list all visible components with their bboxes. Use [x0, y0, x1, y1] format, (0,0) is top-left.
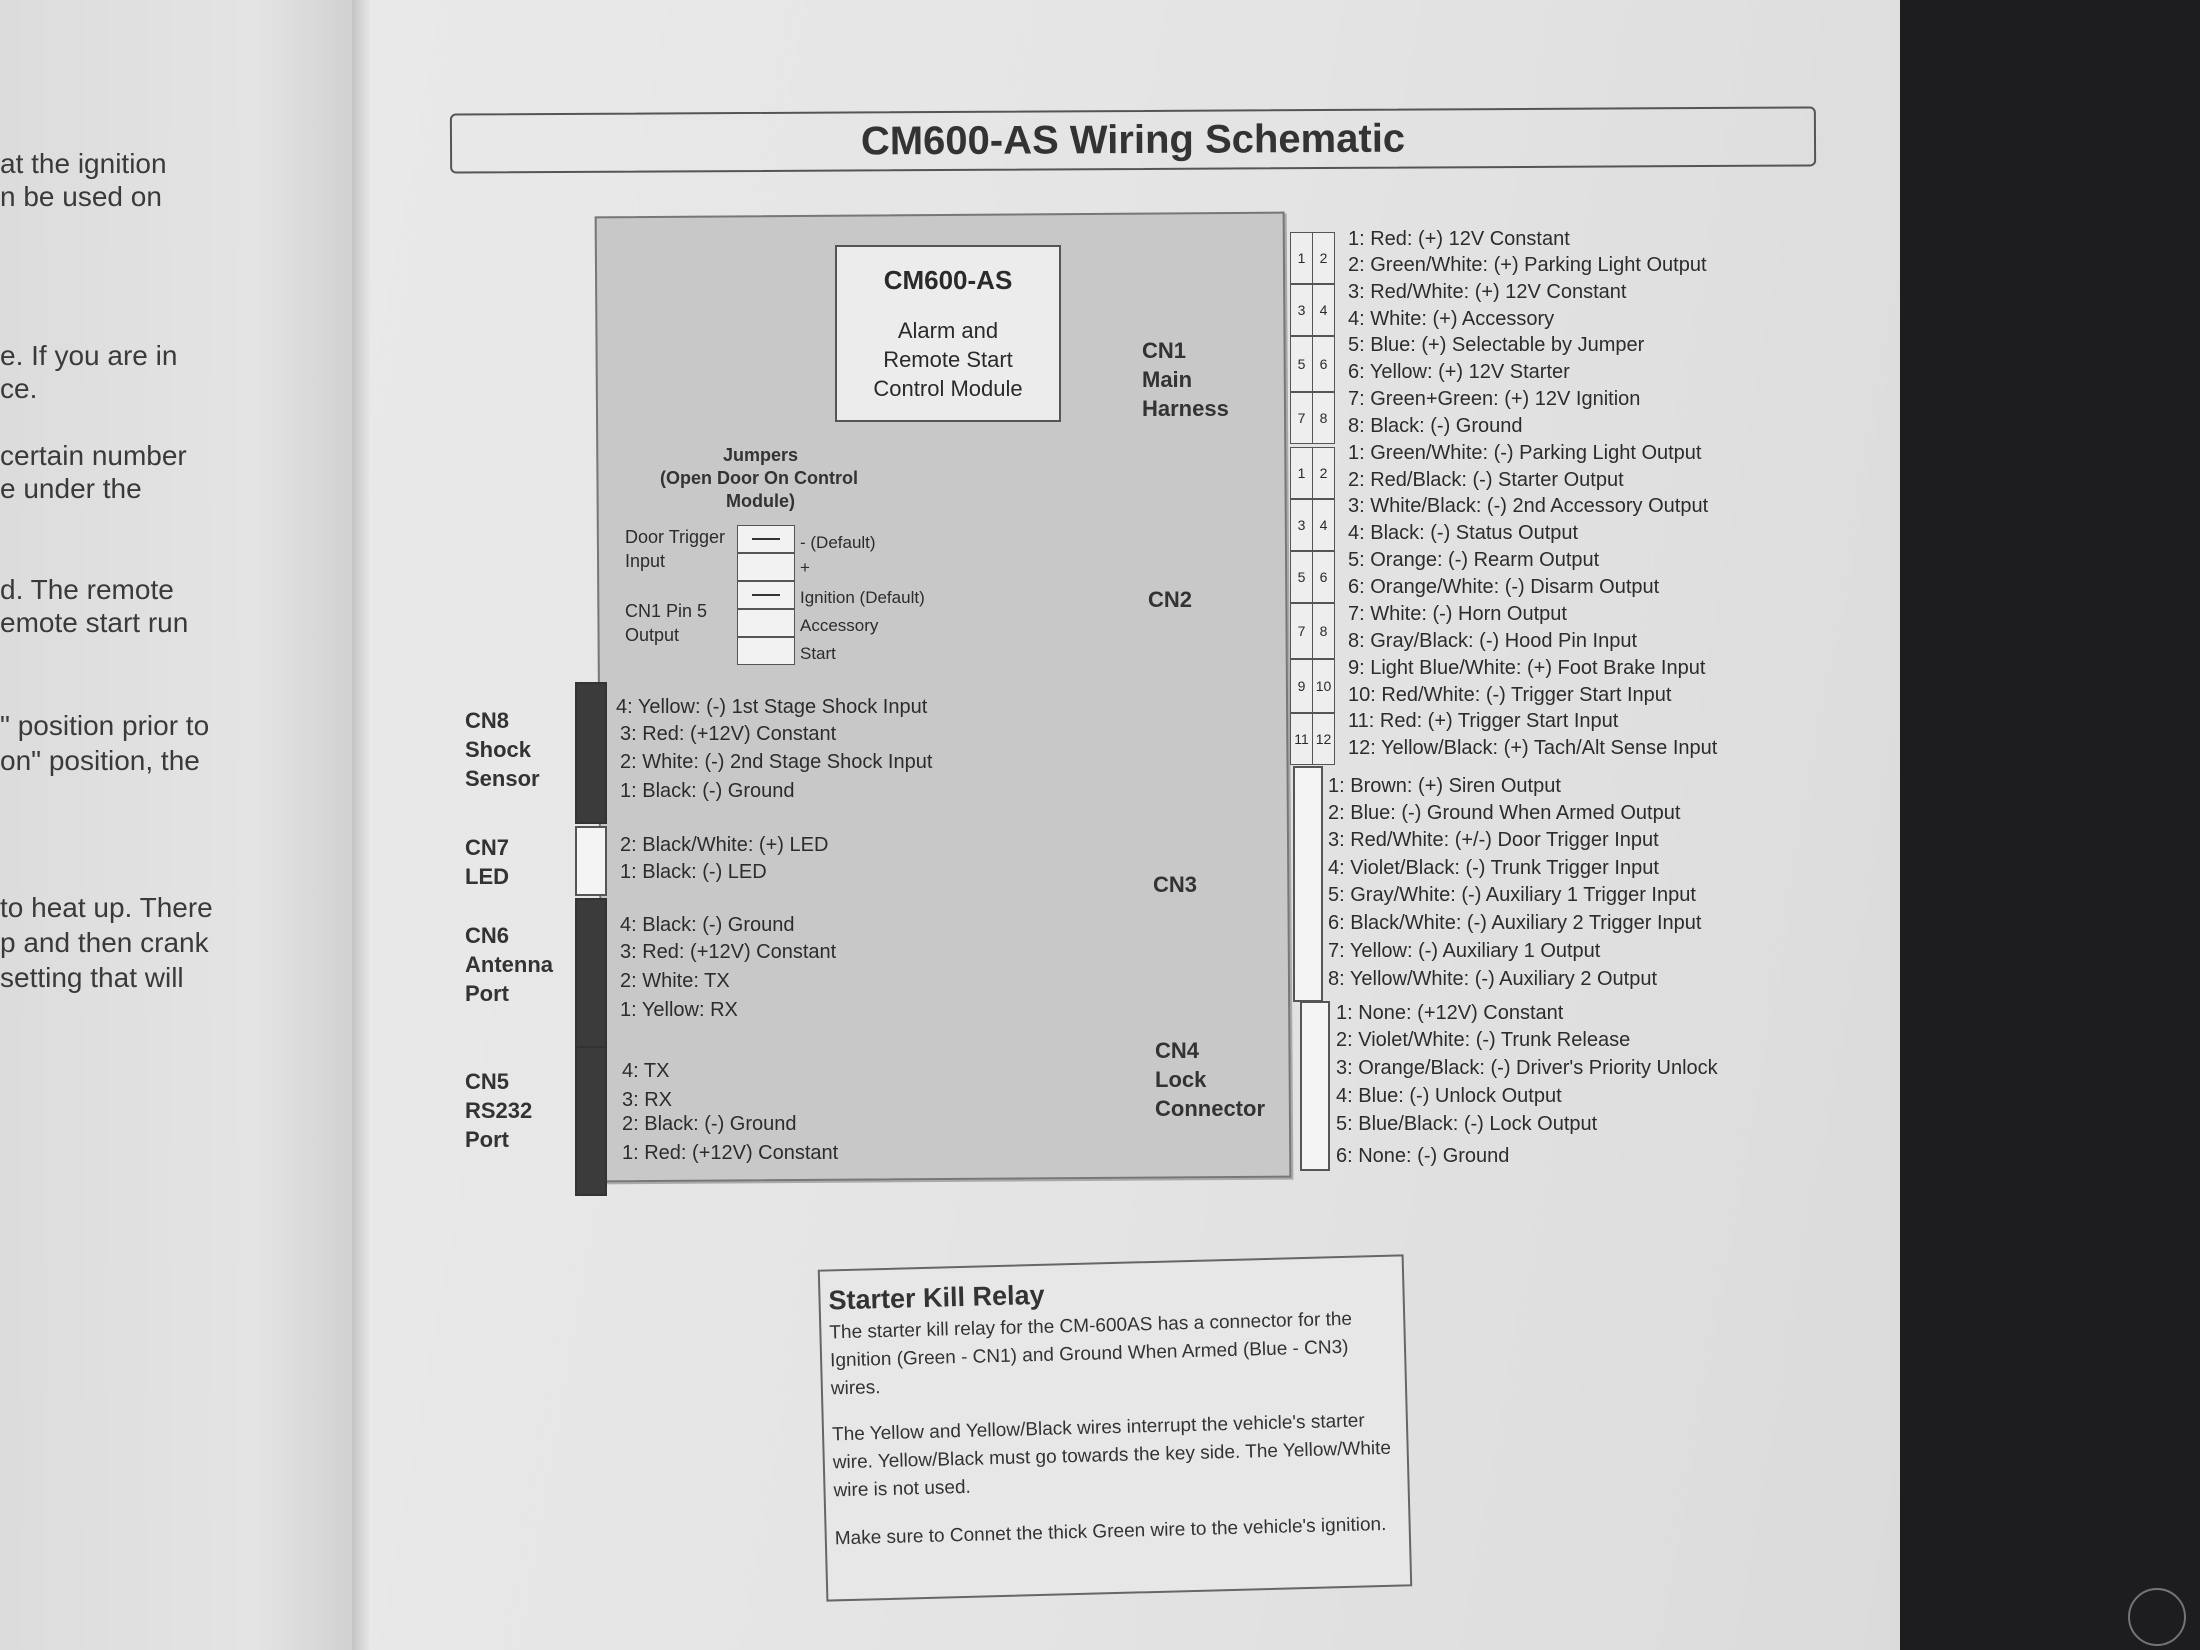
cn6-connector	[575, 898, 607, 1050]
kill-relay-title: Starter Kill Relay	[828, 1279, 1045, 1316]
door-trigger-label: Input	[625, 551, 666, 571]
cn3-wire: 7: Yellow: (-) Auxiliary 1 Output	[1328, 940, 1601, 962]
cn2-pin: 12	[1312, 713, 1335, 765]
cn7-connector	[575, 826, 607, 896]
cn7-label: CN7 LED	[465, 835, 510, 889]
cn1-pin: 2	[1312, 232, 1335, 284]
jumpers-heading: Jumpers	[723, 445, 799, 465]
jumpers-heading: (Open Door On Control	[660, 468, 858, 488]
cn2-pin: 3	[1290, 499, 1313, 551]
cn1-wire: 4: White: (+) Accessory	[1348, 308, 1555, 330]
cn3-wire: 5: Gray/White: (-) Auxiliary 1 Trigger Input	[1328, 884, 1696, 906]
cn1-wire: 1: Red: (+) 12V Constant	[1348, 228, 1570, 250]
jumper-bar	[752, 594, 780, 596]
left-page	[0, 0, 365, 1650]
cn2-wire: 1: Green/White: (-) Parking Light Output	[1348, 442, 1702, 464]
cn2-pin: 7	[1290, 603, 1313, 659]
cn2-wire: 10: Red/White: (-) Trigger Start Input	[1348, 684, 1672, 706]
cn2-wire: 7: White: (-) Horn Output	[1348, 603, 1567, 625]
cn7-wire: 1: Black: (-) LED	[620, 861, 767, 883]
book-gutter	[352, 0, 374, 1650]
cn1-pin: 1	[1290, 232, 1313, 284]
watermark-stamp	[2128, 1588, 2186, 1646]
cn1-wire: 5: Blue: (+) Selectable by Jumper	[1348, 334, 1645, 356]
cn2-pin: 10	[1312, 659, 1335, 713]
cn6-wire: 4: Black: (-) Ground	[620, 914, 795, 936]
cn4-wire: 4: Blue: (-) Unlock Output	[1336, 1085, 1562, 1107]
module-box	[835, 245, 1061, 422]
cn6-wire: 2: White: TX	[620, 970, 730, 992]
page-title: CM600-AS Wiring Schematic	[860, 116, 1406, 164]
jumper-option: +	[800, 558, 810, 577]
cn8-wire: 3: Red: (+12V) Constant	[620, 723, 837, 745]
cn1-label: CN1 Main Harness	[1142, 338, 1229, 421]
module-desc: Alarm and	[897, 318, 999, 343]
jumpers-heading: Module)	[726, 491, 795, 511]
cn4-label: CN4 Lock Connector	[1155, 1038, 1265, 1121]
cn2-wire: 3: White/Black: (-) 2nd Accessory Output	[1348, 495, 1709, 517]
cn5-connector	[575, 1046, 607, 1196]
cn1-wire: 2: Green/White: (+) Parking Light Output	[1348, 254, 1707, 276]
cn6-wire: 1: Yellow: RX	[620, 999, 738, 1021]
kill-relay-paragraph: The Yellow and Yellow/Black wires interrupt the vehicle's starter wire. Yellow/Black must go towards the key side. The Yellow/White wire is not used.	[831, 1410, 1392, 1502]
cn1-wire: 6: Yellow: (+) 12V Starter	[1348, 361, 1570, 383]
kill-relay-paragraph: Make sure to Connet the thick Green wire to the vehicle's ignition.	[834, 1513, 1387, 1550]
left-page-text: n be used on	[0, 181, 162, 212]
cn1-pin: 5	[1290, 336, 1313, 392]
cn6-label: CN6 Antenna Port	[465, 923, 553, 1006]
cn3-wire: 6: Black/White: (-) Auxiliary 2 Trigger Input	[1328, 912, 1702, 934]
cn2-pin: 5	[1290, 551, 1313, 603]
cn2-pin: 1	[1290, 447, 1313, 499]
cn5-wire: 2: Black: (-) Ground	[622, 1113, 797, 1135]
left-page-text: e. If you are in	[0, 340, 178, 371]
left-page-text: emote start run	[0, 607, 189, 638]
cn8-connector	[575, 682, 607, 824]
cn1pin5-label: Output	[625, 625, 680, 645]
left-page-text: p and then crank	[0, 927, 209, 958]
cn2-pin: 6	[1312, 551, 1335, 603]
cn8-wire: 1: Black: (-) Ground	[620, 780, 795, 802]
module-desc: Remote Start	[883, 347, 1013, 372]
module-name: CM600-AS	[883, 265, 1013, 295]
cn2-pin: 9	[1290, 659, 1313, 713]
cn4-wire: 5: Blue/Black: (-) Lock Output	[1336, 1113, 1598, 1135]
cn5-wire: 4: TX	[622, 1060, 670, 1082]
cn7-wire: 2: Black/White: (+) LED	[620, 834, 829, 856]
cn6-wire: 3: Red: (+12V) Constant	[620, 941, 837, 963]
cn5-wire: 1: Red: (+12V) Constant	[622, 1142, 839, 1164]
cn5-wire: 3: RX	[622, 1089, 673, 1111]
title-frame	[450, 106, 1816, 173]
left-page-text: on" position, the	[0, 745, 200, 776]
jumper-option: Start	[800, 644, 836, 663]
cn8-wire: 4: Yellow: (-) 1st Stage Shock Input	[616, 696, 928, 718]
cn4-wire: 1: None: (+12V) Constant	[1336, 1002, 1564, 1024]
cn1-pin: 6	[1312, 336, 1335, 392]
jumper-slot	[737, 581, 795, 609]
cn1-wire: 7: Green+Green: (+) 12V Ignition	[1348, 388, 1641, 410]
cn2-label: CN2	[1148, 587, 1193, 612]
cn1-pin: 7	[1290, 392, 1313, 444]
cn1-pin: 3	[1290, 284, 1313, 336]
left-page-text: d. The remote	[0, 574, 174, 605]
cn2-wire: 9: Light Blue/White: (+) Foot Brake Input	[1348, 657, 1706, 679]
cn5-label: CN5 RS232 Port	[465, 1069, 533, 1152]
cn1pin5-label: CN1 Pin 5	[625, 601, 708, 621]
left-page-text: e under the	[0, 473, 142, 504]
cn1-pin: 8	[1312, 392, 1335, 444]
cn3-label: CN3	[1153, 872, 1198, 897]
left-page-text: to heat up. There	[0, 892, 213, 923]
cn2-wire: 2: Red/Black: (-) Starter Output	[1348, 469, 1624, 491]
jumper-bar	[752, 538, 780, 540]
cn2-wire: 8: Gray/Black: (-) Hood Pin Input	[1348, 630, 1638, 652]
cn2-wire: 4: Black: (-) Status Output	[1348, 522, 1579, 544]
jumper-option: Ignition (Default)	[800, 588, 925, 607]
cn3-wire: 4: Violet/Black: (-) Trunk Trigger Input	[1328, 857, 1659, 879]
cn2-wire: 12: Yellow/Black: (+) Tach/Alt Sense Input	[1348, 737, 1718, 759]
jumper-slot	[737, 609, 795, 637]
cn3-wire: 8: Yellow/White: (-) Auxiliary 2 Output	[1328, 968, 1658, 990]
cn8-wire: 2: White: (-) 2nd Stage Shock Input	[620, 751, 933, 773]
cn3-connector	[1293, 766, 1323, 1002]
cn1-pin: 4	[1312, 284, 1335, 336]
cn1-wire: 3: Red/White: (+) 12V Constant	[1348, 281, 1627, 303]
left-page-text: certain number	[0, 440, 187, 471]
jumper-slot	[737, 553, 795, 581]
cn2-pin: 2	[1312, 447, 1335, 499]
cn3-wire: 2: Blue: (-) Ground When Armed Output	[1328, 802, 1681, 824]
cn8-label: CN8 Shock Sensor	[465, 708, 540, 791]
jumper-slot	[737, 525, 795, 553]
cn2-wire: 5: Orange: (-) Rearm Output	[1348, 549, 1600, 571]
cn1-wire: 8: Black: (-) Ground	[1348, 415, 1523, 437]
left-page-text: at the ignition	[0, 148, 167, 179]
door-trigger-label: Door Trigger	[625, 527, 726, 547]
jumper-slot	[737, 637, 795, 665]
cn4-wire: 3: Orange/Black: (-) Driver's Priority Unlock	[1336, 1057, 1718, 1079]
left-page-text: " position prior to	[0, 710, 210, 741]
module-desc: Control Module	[873, 376, 1023, 401]
starter-kill-relay-box	[818, 1254, 1412, 1601]
cn3-wire: 1: Brown: (+) Siren Output	[1328, 775, 1561, 797]
cn4-connector	[1300, 1001, 1330, 1171]
cn4-wire: 2: Violet/White: (-) Trunk Release	[1336, 1029, 1631, 1051]
left-page-text: ce.	[0, 373, 38, 404]
cn2-pin: 8	[1312, 603, 1335, 659]
cn3-wire: 3: Red/White: (+/-) Door Trigger Input	[1328, 829, 1659, 851]
cn2-wire: 6: Orange/White: (-) Disarm Output	[1348, 576, 1660, 598]
kill-relay-paragraph: The starter kill relay for the CM-600AS has a connector for the Ignition (Green - CN1) and Ground When Armed (Blue - CN3) wires.	[829, 1308, 1353, 1400]
jumper-option: - (Default)	[800, 533, 876, 552]
jumper-option: Accessory	[800, 616, 879, 635]
left-page-text: setting that will	[0, 962, 184, 993]
cn2-wire: 11: Red: (+) Trigger Start Input	[1348, 710, 1619, 732]
cn2-pin: 4	[1312, 499, 1335, 551]
cn2-pin: 11	[1290, 713, 1313, 765]
cn4-wire: 6: None: (-) Ground	[1336, 1145, 1510, 1167]
